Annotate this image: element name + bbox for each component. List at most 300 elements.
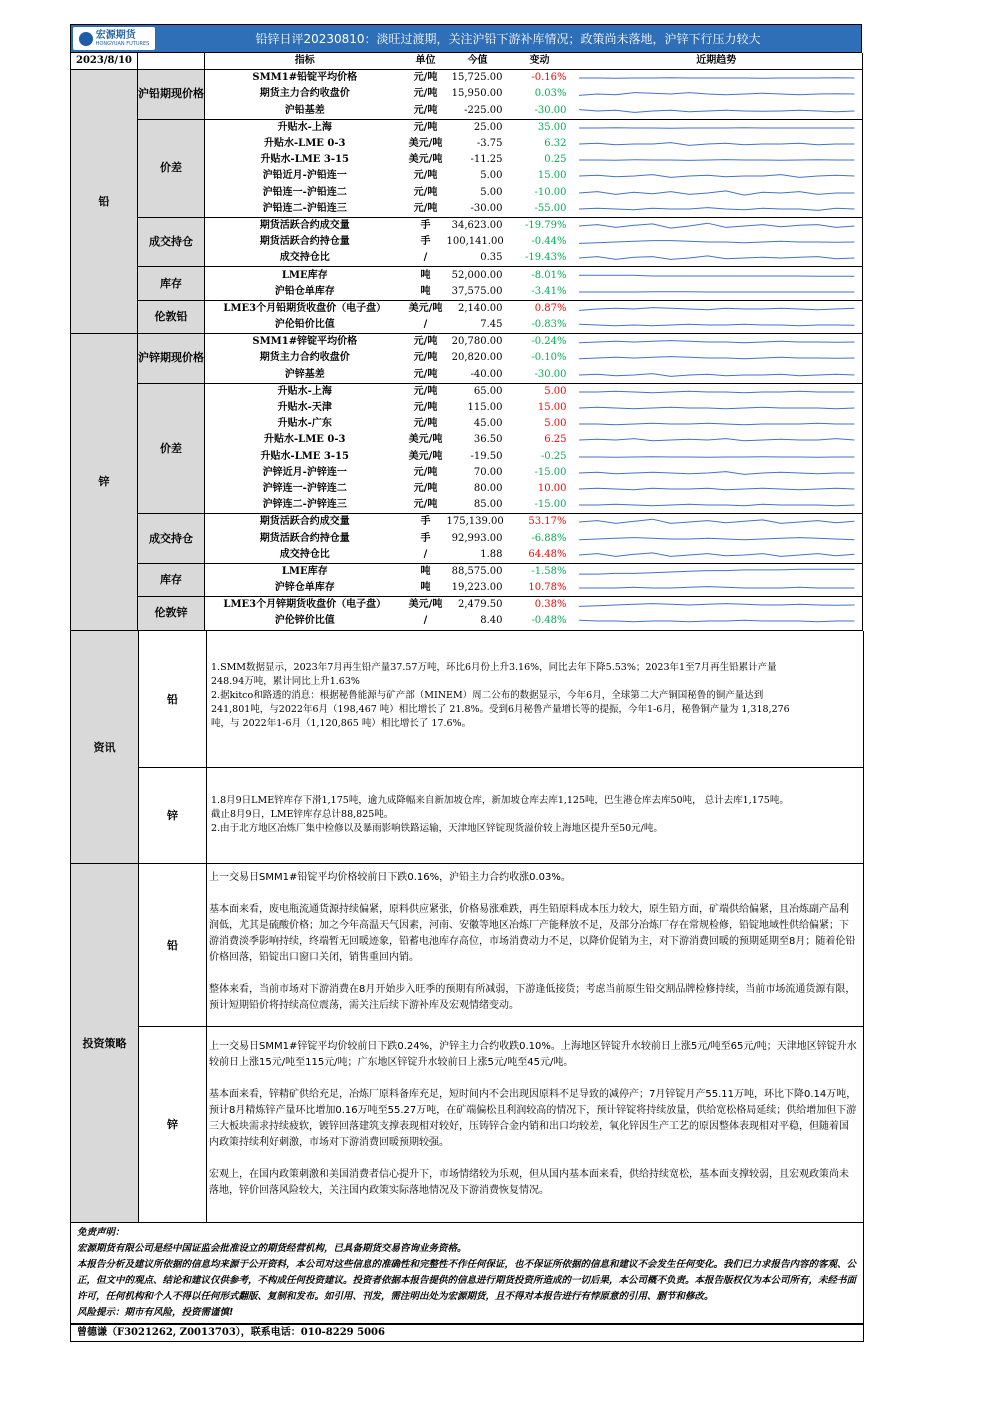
group-label: 成交持仓 [138,217,205,267]
change-cell: -0.25 [540,450,567,462]
unit-cell: / [423,252,428,264]
sparkline [571,235,863,249]
sparkline [571,466,863,480]
indicator-cell: 沪铅基差 [284,104,325,116]
change-cell: 0.03% [534,88,567,100]
sparkline-series [579,537,854,539]
unit-cell: 吨 [405,267,447,284]
sparkline [571,351,863,365]
sparkline [571,565,863,579]
change-cell: 0.25 [544,154,567,166]
sparkline-series [579,93,854,96]
logo-text: 宏源期货 [95,29,136,41]
unit-cell: 元/吨 [413,202,438,214]
trend-cell [571,185,863,201]
change-cell: -30.00 [534,368,567,380]
lead-category-label: 铅 [71,70,138,334]
info-zinc-text [207,768,863,863]
indicator-cell: 升贴水-天津 [277,402,332,414]
change-cell: 64.48% [528,548,567,560]
unit-cell: 美元/吨 [405,300,447,317]
indicator-cell: 升贴水-LME 3-15 [260,154,349,166]
unit-cell: 手 [420,236,431,248]
indicator-cell: 升贴水-LME 3-15 [260,450,349,462]
indicator-cell: 沪锌基差 [284,368,325,380]
trend-cell [571,580,863,597]
logo-subtext: HONGYUAN FUTURES [95,40,150,47]
sparkline [571,598,863,612]
sparkline [571,318,863,332]
unit-cell: 美元/吨 [408,154,443,166]
trend-cell [571,168,863,184]
change-cell: -0.10% [531,352,567,364]
trend-cell [571,334,863,351]
sparkline-series [579,569,854,574]
trend-cell [571,70,863,87]
trend-cell [571,400,863,416]
sparkline-series [579,341,854,343]
sparkline-series [579,424,854,425]
sparkline-series [579,504,854,505]
value-cell: 5.00 [480,186,503,198]
disclaimer-title: 免责声明： [77,1226,125,1238]
sparkline-series [579,604,854,607]
strategy-zinc-label: 锌 [139,1027,207,1222]
indicator-cell: 成交持仓比 [279,548,330,560]
info-lead-line: 吨，与 2022年1-6月（1,120,865 吨）相比增长了 17.6%。 [211,718,472,730]
sparkline [571,202,863,216]
sparkline [571,515,863,529]
header-trend: 近期趋势 [696,55,737,67]
group-label: 沪锌期现价格 [138,334,205,384]
sparkline [571,548,863,562]
indicator-cell: SMM1#锌锭平均价格 [205,334,405,351]
indicator-cell: 沪铅连二-沪铅连三 [262,202,347,214]
sparkline-series [579,357,854,359]
sparkline-series [579,621,854,622]
unit-cell: 美元/吨 [408,434,443,446]
info-zinc-line: 1.8月9日LME锌库存下滑1,175吨，逾九成降幅来自新加坡仓库，新加坡仓库去库1,125吨，巴生港仓库去库50吨， 总计去库1,175吨。 [211,794,789,806]
table-row [71,334,863,351]
indicator-cell: 升贴水-上海 [205,383,405,400]
change-cell: -55.00 [534,202,567,214]
disclaimer [70,1223,864,1324]
strategy-section [70,864,864,1223]
indicator-cell: 沪铅连一-沪铅连二 [262,186,347,198]
table-row [71,119,863,136]
change-cell: 10.78% [528,582,567,594]
table-row [71,267,863,284]
indicator-cell: 沪伦铅价比值 [274,319,335,331]
trend-cell [571,416,863,432]
indicator-cell: LME3个月铅期货收盘价（电子盘） [205,300,405,317]
table-row [71,597,863,614]
change-cell: -0.16% [509,70,571,87]
indicator-cell: 沪锌近月-沪锌连一 [262,466,347,478]
value-cell: 175,139.00 [447,514,509,531]
value-cell: 25.00 [447,119,509,136]
sparkline [571,121,863,135]
trend-cell [571,465,863,481]
unit-cell: 元/吨 [405,383,447,400]
value-cell: 65.00 [447,383,509,400]
unit-cell: 元/吨 [413,418,438,430]
header-change: 变动 [529,55,550,67]
change-cell: -19.79% [509,217,571,234]
indicator-cell: LME库存 [205,563,405,580]
trend-cell [571,284,863,301]
value-cell: 20,820.00 [451,352,503,364]
table-header-row [71,53,863,70]
unit-cell: 元/吨 [413,170,438,182]
contact-footer: 曾德谦（F3021262, Z0013703），联系电话：010-8229 5006 [70,1324,864,1342]
trend-cell [571,530,863,546]
value-cell: 100,141.00 [446,236,504,248]
disclaimer-line: 宏源期货有限公司是经中国证监会批准设立的期货经营机构，已具备期货交易咨询业务资格。 [77,1242,467,1254]
trend-cell [571,449,863,465]
unit-cell: 元/吨 [413,482,438,494]
report-page [70,24,862,1342]
trend-cell [571,201,863,218]
sparkline [571,417,863,431]
change-cell: -3.41% [531,285,567,297]
sparkline-series [579,391,854,392]
change-cell: -15.00 [534,499,567,511]
unit-cell: 元/吨 [413,402,438,414]
unit-cell: 美元/吨 [408,450,443,462]
trend-cell [571,136,863,152]
value-cell: 88,575.00 [447,563,509,580]
value-cell: -19.50 [470,450,503,462]
strategy-lead-text [207,864,863,1026]
value-cell: 19,223.00 [451,582,503,594]
logo-mark-icon [79,32,93,46]
info-lead-line: 241,801吨，与2022年6月（198,467 吨）相比增长了 21.8%。受到6月秘鲁产量增长等的提振，今年1-6月，秘鲁铜产量为 1,318,276 [211,704,790,716]
change-cell: 53.17% [509,514,571,531]
value-cell: -11.25 [470,154,503,166]
strategy-zinc-para: 基本面来看，锌精矿供给充足，冶炼厂原料备库充足，短时间内不会出现因原料不足导致的减停产；7月锌锭月产55.11万吨，环比下降0.14万吨，预计8月精炼锌产量环比增加0.16万吨至55.27万吨，在矿端偏松且利润较高的情况下，预计锌锭将持续放量，供给宽松格局延续；供给增加但下游三大板块需求持续疲软，镀锌回落建筑支撑表现相对较好，压铸锌合金内销和出口均较差，氧化锌因生产工艺的原因整体表现相对平稳，但随着国内政策持续利好刺激，市场对下游消费回暖预期较强。 [209,1088,857,1148]
company-logo [73,27,155,50]
indicator-cell: 期货活跃合约持仓量 [259,236,350,248]
value-cell: 20,780.00 [447,334,509,351]
change-cell: 5.00 [544,418,567,430]
info-zinc-label: 锌 [139,768,207,863]
change-cell: -0.83% [531,319,567,331]
strategy-lead-para: 基本面来看，废电瓶流通货源持续偏紧，原料供应紧张，价格易涨难跌，再生铅原料成本压力较大，原生铅方面，矿端供给偏紧，且冶炼副产品利润低，尤其是硫酸价格；加之今年高温天气因素，河南、安徽等地区冶炼厂产能释放不足，及部分冶炼厂存在常规检修，铅锭地域性供给偏紧；下游消费淡季影响持续，终端暂无回暖迹象，铅蓄电池库存高位，市场消费动力不足，以降价促销为主，对下游消费回暖的预期延期至8月；随着伦铅价格回落，铅锭出口窗口关闭，销售重回内销。 [209,903,856,963]
trend-cell [571,119,863,136]
sparkline [571,71,863,85]
value-cell: 34,623.00 [447,217,509,234]
indicator-cell: 沪铅近月-沪铅连一 [262,170,347,182]
unit-cell: 元/吨 [413,352,438,364]
sparkline-series [579,439,854,441]
unit-cell: 手 [405,514,447,531]
sparkline-series [579,207,854,210]
unit-cell: 元/吨 [413,368,438,380]
sparkline-series [579,308,854,311]
unit-cell: 元/吨 [413,88,438,100]
indicator-cell: 沪锌连二-沪锌连三 [262,499,347,511]
trend-cell [571,234,863,250]
value-cell: 7.45 [480,319,503,331]
group-label: 伦敦铅 [138,300,205,333]
unit-cell: 吨 [420,285,431,297]
group-label: 价差 [138,119,205,217]
trend-cell [571,103,863,120]
unit-cell: 元/吨 [405,334,447,351]
group-label: 伦敦锌 [138,597,205,630]
change-cell: -1.58% [509,563,571,580]
indicator-cell: LME库存 [205,267,405,284]
trend-cell [571,514,863,531]
report-title: 铅锌日评20230810：淡旺过渡期，关注沪铅下游补库情况；政策尚未落地，沪锌下行压力较大 [255,32,761,46]
unit-cell: 美元/吨 [408,138,443,150]
value-cell: 5.00 [480,170,503,182]
sparkline-series [579,471,854,474]
unit-cell: 元/吨 [413,104,438,116]
table-row [71,300,863,317]
sparkline [571,532,863,546]
sparkline [571,368,863,382]
value-cell: -225.00 [464,104,503,116]
unit-cell: / [423,615,428,627]
sparkline-series [579,488,854,489]
table-row [71,563,863,580]
trend-cell [571,250,863,267]
change-cell: 5.00 [509,383,571,400]
indicator-cell: 期货活跃合约持仓量 [259,532,350,544]
trend-cell [571,317,863,334]
indicator-cell: 期货主力合约收盘价 [259,88,350,100]
sparkline [571,450,863,464]
trend-cell [571,300,863,317]
trend-cell [571,563,863,580]
trend-cell [571,547,863,564]
sparkline-series [579,456,854,457]
sparkline [571,401,863,415]
zinc-category-label: 锌 [71,334,138,630]
value-cell: 45.00 [473,418,503,430]
strategy-lead-label: 铅 [139,864,207,1026]
value-cell: 15,725.00 [447,70,509,87]
change-cell: -30.00 [534,104,567,116]
disclaimer-risk: 风险提示：期市有风险，投资需谨慎! [77,1306,234,1318]
indicator-cell: 沪伦锌价比值 [274,615,335,627]
sparkline-series [579,520,854,524]
strategy-lead-para: 上一交易日SMM1#铅锭平均价格较前日下跌0.16%，沪铅主力合约收涨0.03%。 [209,871,571,883]
report-header [70,24,862,53]
change-cell: -0.44% [531,236,567,248]
trend-cell [571,481,863,497]
group-label: 沪铅期现价格 [138,70,205,120]
trend-cell [571,432,863,448]
change-cell: -19.43% [524,252,567,264]
unit-cell: 美元/吨 [405,597,447,614]
table-row [71,514,863,531]
strategy-category-label: 投资策略 [71,864,139,1222]
sparkline [571,581,863,595]
sparkline [571,285,863,299]
unit-cell: 吨 [420,582,431,594]
indicator-cell: LME3个月锌期货收盘价（电子盘） [205,597,405,614]
sparkline-series [579,160,854,161]
sparkline-series [579,241,854,244]
value-cell: 92,993.00 [451,532,503,544]
sparkline [571,385,863,399]
change-cell: 0.87% [509,300,571,317]
trend-cell [571,367,863,384]
value-cell: -3.75 [476,138,503,150]
group-label: 成交持仓 [138,514,205,564]
header-indicator: 指标 [294,55,315,67]
sparkline-series [579,109,854,112]
unit-cell: / [423,548,428,560]
sparkline [571,269,863,283]
value-cell: 80.00 [473,482,503,494]
sparkline-series [579,143,854,146]
sparkline [571,498,863,512]
value-cell: 2,140.00 [447,300,509,317]
change-cell: -0.24% [509,334,571,351]
value-cell: 70.00 [473,466,503,478]
unit-cell: / [423,319,428,331]
indicator-cell: 升贴水-广东 [277,418,332,430]
sparkline [571,335,863,349]
unit-cell: 元/吨 [413,499,438,511]
change-cell: 15.00 [537,170,567,182]
sparkline-series [579,553,854,557]
sparkline [571,186,863,200]
indicator-cell: 期货活跃合约成交量 [205,217,405,234]
trend-cell [571,152,863,168]
sparkline [571,482,863,496]
info-category-label: 资讯 [71,631,139,863]
value-cell: 15,950.00 [451,88,503,100]
unit-cell: 手 [420,532,431,544]
trend-cell [571,350,863,366]
change-cell: -0.48% [531,615,567,627]
sparkline-series [579,587,854,588]
sparkline-series [579,407,854,408]
unit-cell: 元/吨 [405,119,447,136]
value-cell: 1.88 [480,548,503,560]
header-unit: 单位 [415,55,436,67]
sparkline [571,614,863,628]
change-cell: 35.00 [509,119,571,136]
header-today: 今值 [467,55,488,67]
change-cell: -15.00 [534,466,567,478]
sparkline-series [579,175,854,178]
strategy-zinc-text [207,1027,863,1222]
strategy-zinc-para: 宏观上，在国内政策刺激和美国消费者信心提升下，市场情绪较为乐观，但从国内基本面来看，供给持续宽松，基本面支撑较弱，且宏观政策尚未落地，锌价回落风险较大，关注国内政策实际落地情况及下游消费恢复情况。 [209,1168,849,1196]
indicator-cell: 期货活跃合约成交量 [205,514,405,531]
change-cell: -6.88% [531,532,567,544]
sparkline-series [579,324,854,325]
info-lead-label: 铅 [139,631,207,767]
strategy-zinc-para: 上一交易日SMM1#锌锭平均价较前日下跌0.24%，沪锌主力合约收跌0.10%。上海地区锌锭升水较前日上涨5元/吨至65元/吨；天津地区锌锭升水较前日上涨15元/吨至115元/吨；广东地区锌锭升水较前日上涨5元/吨至45元/吨。 [209,1040,857,1068]
value-cell: 52,000.00 [447,267,509,284]
value-cell: -40.00 [470,368,503,380]
sparkline-series [579,256,854,260]
sparkline [571,153,863,167]
indicator-cell: 期货主力合约收盘价 [259,352,350,364]
indicator-cell: 升贴水-LME 0-3 [264,138,346,150]
sparkline [571,169,863,183]
data-table [70,53,863,631]
value-cell: 115.00 [467,402,503,414]
trend-cell [571,267,863,284]
sparkline [571,251,863,265]
disclaimer-line: 本报告分析及建议所依据的信息均来源于公开资料，本公司对这些信息的准确性和完整性不作任何保证，也不保证所依据的信息和建议不会发生任何变化。我们已力求报告内容的客观、公正，但文中的观点、结论和建议仅供参考，不构成任何投资建议。投资者依据本报告提供的信息进行期货投资所造成的一切后果，本公司概不负责。本报告版权仅为本公司所有，未经书面许可，任何机构和个人不得以任何形式翻版、复制和发布。如引用、刊发，需注明出处为宏源期货，且不得对本报告进行有悖原意的引用、删节和修改。 [77,1258,857,1302]
group-label: 库存 [138,563,205,596]
sparkline-series [579,78,854,79]
trend-cell [571,613,863,630]
change-cell: -8.01% [509,267,571,284]
group-label: 价差 [138,383,205,514]
change-cell: 15.00 [537,402,567,414]
unit-cell: 元/吨 [405,70,447,87]
change-cell: 6.25 [544,434,567,446]
trend-cell [571,86,863,102]
unit-cell: 元/吨 [413,186,438,198]
trend-cell [571,217,863,234]
sparkline [571,137,863,151]
info-zinc-line: 2.由于北方地区冶炼厂集中检修以及暴雨影响铁路运输，天津地区锌锭现货溢价较上海地区提升至50元/吨。 [211,822,663,834]
sparkline [571,87,863,101]
unit-cell: 手 [405,217,447,234]
sparkline [571,433,863,447]
sparkline-series [579,190,854,194]
value-cell: 85.00 [473,499,503,511]
value-cell: 37,575.00 [451,285,503,297]
value-cell: 2,479.50 [447,597,509,614]
indicator-cell: SMM1#铅锭平均价格 [205,70,405,87]
sparkline-series [579,373,854,376]
trend-cell [571,497,863,514]
unit-cell: 吨 [405,563,447,580]
change-cell: 0.38% [509,597,571,614]
info-section [70,631,864,864]
info-zinc-line: 截止8月9日，LME锌库存总计88,825吨。 [211,808,394,820]
sparkline-series [579,128,854,129]
info-lead-text [207,631,863,767]
value-cell: 8.40 [480,615,503,627]
sparkline [571,302,863,316]
table-row [71,383,863,400]
change-cell: 10.00 [537,482,567,494]
header-date: 2023/8/10 [71,53,138,70]
sparkline-series [579,223,854,228]
sparkline [571,104,863,118]
group-label: 库存 [138,267,205,300]
info-lead-line: 248.94万吨，累计同比上升1.63% [211,675,360,687]
change-cell: -10.00 [534,186,567,198]
change-cell: 6.32 [544,138,567,150]
sparkline-series [579,275,854,276]
strategy-lead-para: 整体来看，当前市场对下游消费在8月开始步入旺季的预期有所减弱，下游逢低接货；考虑当前原生铅交割品牌检修持续，当前市场流通货源有限，预计短期铅价将持续高位震荡，需关注后续下游补库及宏观情绪变动。 [209,983,856,1011]
indicator-cell: 升贴水-上海 [205,119,405,136]
table-row [71,70,863,87]
value-cell: 36.50 [473,434,503,446]
trend-cell [571,597,863,614]
indicator-cell: 沪锌连一-沪锌连二 [262,482,347,494]
indicator-cell: 沪锌仓单库存 [274,582,335,594]
info-lead-line: 1.SMM数据显示，2023年7月再生铅产量37.57万吨，环比6月份上升3.16%，同比去年下降5.53%；2023年1至7月再生铅累计产量 [211,661,777,673]
info-lead-line: 2.据kitco和路透的消息：根据秘鲁能源与矿产部（MINEM）周二公布的数据显示，今年6月，全球第二大产铜国秘鲁的铜产量达到 [211,689,764,701]
sparkline [571,219,863,233]
indicator-cell: 沪铅仓单库存 [274,285,335,297]
trend-cell [571,383,863,400]
